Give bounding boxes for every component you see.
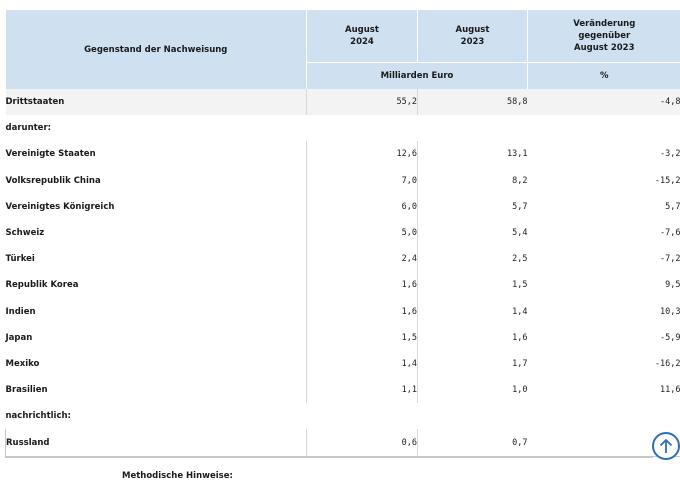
row-value-c: 10,3 [660, 306, 680, 317]
header-col-b-line2: 2023 [460, 37, 485, 47]
row-value-c: -7,6 [660, 228, 680, 239]
row-label: Drittstaaten [6, 89, 307, 115]
header-label: Gegenstand der Nachweisung [84, 44, 228, 55]
table-row [6, 246, 680, 272]
row-label: nachrichtlich: [5, 411, 71, 422]
row-value-b: 13,1 [418, 141, 528, 167]
header-col-c-line3: August 2023 [573, 43, 635, 53]
row-value-c [528, 403, 680, 429]
row-value-a: 0,6 [307, 429, 418, 456]
table-row [6, 403, 680, 429]
table-row [6, 377, 680, 403]
row-value-b: 1,5 [418, 272, 528, 298]
table-row [6, 299, 680, 325]
header-col-b-line1: August [455, 25, 490, 35]
row-value-b: 58,8 [418, 89, 528, 115]
table-row [6, 194, 680, 220]
row-label: Brasilien [5, 385, 48, 396]
row-value-b: 1,6 [418, 325, 528, 351]
table-body [6, 89, 680, 456]
row-value-c: -5,9 [660, 332, 680, 343]
table-row [6, 220, 680, 246]
row-label: Mexiko [5, 358, 40, 369]
row-value-b: 5,4 [418, 220, 528, 246]
arrow-up-icon [659, 438, 673, 454]
header-col-b [418, 10, 528, 63]
scroll-to-top-button[interactable] [652, 432, 680, 460]
method-heading: Methodische Hinweise: [122, 471, 233, 481]
row-value-a: 6,0 [307, 194, 418, 220]
header-col-a-line1: August [345, 25, 379, 35]
row-value-a: 1,4 [307, 351, 418, 377]
row-value-b: 5,7 [418, 194, 528, 220]
header-col-c-line1: Veränderung [573, 19, 636, 29]
row-value-c: 11,6 [660, 385, 680, 396]
row-label: Vereinigtes Königreich [5, 201, 115, 212]
row-value-b: 0,7 [418, 429, 528, 456]
row-value-c: -7,2 [660, 254, 680, 265]
row-value-a: 5,0 [307, 220, 418, 246]
table-row [6, 272, 680, 298]
row-value-a: 7,0 [307, 168, 418, 194]
row-value-b: 2,5 [418, 246, 528, 272]
header-unit-ab [307, 63, 528, 90]
header-label-cell [6, 10, 307, 89]
row-value-c [528, 115, 680, 141]
header-col-c [528, 10, 680, 63]
table-row [6, 168, 680, 194]
row-value-a: 55,2 [307, 89, 418, 115]
row-value-a: 1,6 [307, 299, 418, 325]
header-col-a-line2: 2024 [350, 37, 374, 47]
row-value-a [307, 115, 418, 141]
trade-table [5, 10, 680, 457]
row-value-a [307, 403, 418, 429]
header-unit-c-text: % [599, 71, 609, 81]
row-value-b [418, 115, 528, 141]
row-label: Schweiz [5, 228, 45, 239]
row-value-c: 9,5 [665, 280, 680, 291]
table-bottom-divider [5, 457, 653, 458]
row-value-a: 1,1 [307, 377, 418, 403]
header-unit-c [528, 63, 680, 90]
row-value-a: 1,6 [307, 272, 418, 298]
table-row [6, 141, 680, 167]
row-value-b: 1,0 [418, 377, 528, 403]
row-value-c: -15,2 [654, 175, 680, 186]
row-value-b: 1,7 [418, 351, 528, 377]
row-value-a: 12,6 [307, 141, 418, 167]
row-label: Volksrepublik China [5, 175, 101, 186]
header-unit-ab-text: Milliarden Euro [380, 71, 454, 81]
table-row [6, 115, 680, 141]
row-label: darunter: [5, 123, 52, 134]
table-row [6, 325, 680, 351]
row-value-c: -16,2 [654, 358, 680, 369]
row-value-b: 8,2 [418, 168, 528, 194]
row-value-c: 5,7 [665, 201, 680, 212]
header-col-c-line2: gegenüber [578, 31, 631, 41]
header-col-a [307, 10, 418, 63]
row-value-b [418, 403, 528, 429]
row-label: Russland [6, 429, 307, 456]
row-label: Republik Korea [5, 280, 79, 291]
row-label: Türkei [5, 254, 35, 265]
table-row [6, 89, 680, 115]
row-label: Vereinigte Staaten [5, 149, 96, 160]
row-value-c: -4,8 [528, 89, 680, 115]
row-value-a: 2,4 [307, 246, 418, 272]
row-label: Indien [5, 306, 36, 317]
row-label: Japan [5, 332, 33, 343]
table-row [6, 351, 680, 377]
row-value-b: 1,4 [418, 299, 528, 325]
row-value-c: -3,2 [660, 149, 680, 160]
table-row [6, 429, 680, 456]
row-value-a: 1,5 [307, 325, 418, 351]
